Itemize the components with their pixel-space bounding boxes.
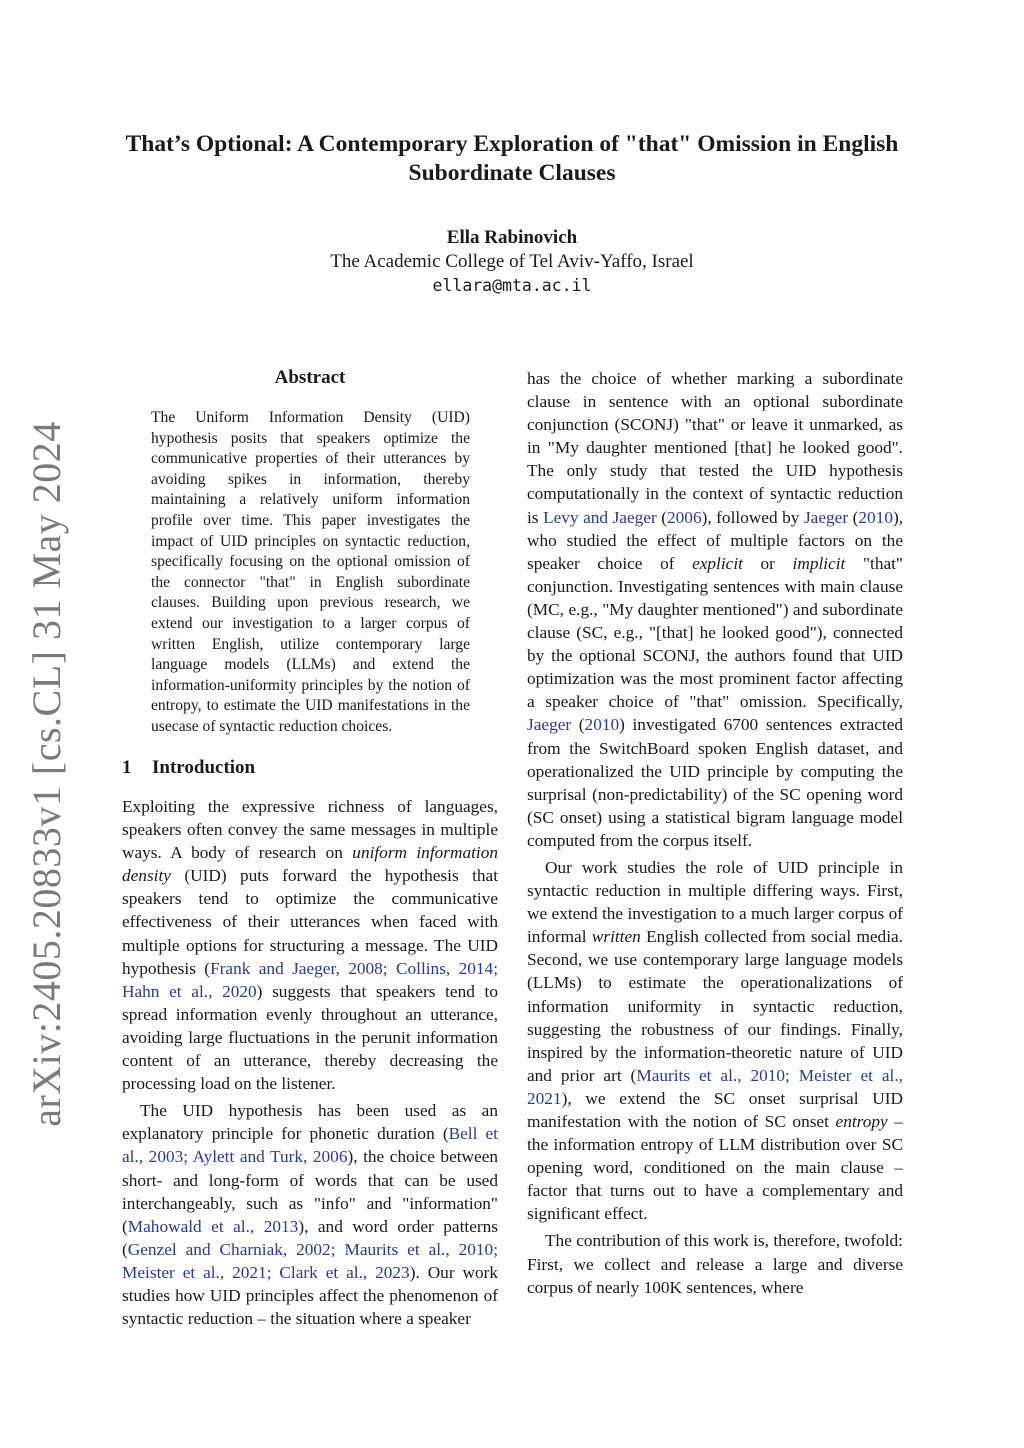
emphasis: implicit — [792, 553, 846, 573]
text-run: The UID hypothesis has been used as an explanatory principle for phonetic duration ( — [122, 1101, 498, 1144]
citation-separator: ; — [183, 1147, 193, 1167]
emphasis: uniform information density — [122, 843, 498, 886]
text-run: ( — [571, 715, 585, 735]
text-run: Our work studies the role of UID principle in syntactic reduction in multiple differing ways. First, we extend the investigation to a much larger corpus of informal — [527, 857, 903, 947]
text-run: (UID) puts forward the hypothesis that speakers tend to optimize the communicative effectiveness of their utterances when faced with multiple options for structuring a message. The UID hypothesis ( — [122, 866, 498, 978]
text-run: The contribution of this work is, therefore, twofold: First, we collect and release a large and diverse corpus of nearly 100K sentences, where — [527, 1231, 903, 1297]
abstract-text: The Uniform Information Density (UID) hypothesis posits that speakers optimize the communicative properties of their utterances by avoiding spikes in information, thereby maintaining a relatively uniform information profile over time. This paper investigates the impact of UID principles on syntactic reduction, specifically focusing on the optional omission of the connector "that" in English subordinate clauses. Building upon previous research, we extend our investigation to a larger corpus of written English, utilize contemporary large language models (LLMs) and extend the information-uniformity principles by the notion of entropy, to estimate the UID manifestations in the usecase of syntactic reduction choices. — [151, 409, 470, 735]
citation-link[interactable]: Frank and Jaeger, 2008 — [210, 958, 383, 978]
citation-year-link[interactable]: 2010 — [584, 715, 620, 735]
citation-link[interactable]: Jaeger — [803, 507, 849, 527]
intro-paragraph-3 — [527, 856, 903, 1226]
citation-link[interactable]: Collins, 2014 — [395, 958, 494, 978]
arxiv-stamp-text: arXiv:2405.20833v1 [cs.CL] 31 May 2024 — [24, 421, 69, 1127]
abstract-heading: Abstract — [274, 367, 346, 388]
author-affiliation: The Academic College of Tel Aviv-Yaffo, Israel — [330, 251, 694, 272]
citation-separator: ; — [382, 958, 396, 978]
right-column — [527, 367, 903, 1339]
text-run: ), followed by — [701, 507, 804, 527]
text-run: ), and word order patterns ( — [122, 1216, 498, 1259]
text-run-continues: ). Our work studies how UID principles affect the phenomenon of syntactic reduction – the situation where a speaker — [122, 1262, 498, 1329]
emphasis: entropy — [835, 1112, 888, 1131]
citation-link[interactable]: Mahowald et al., 2013 — [127, 1216, 299, 1236]
text-run: ) investigated 6700 sentences extracted from the SwitchBoard spoken English dataset, and operationalized the UID principle by computing the surprisal (non-predictability) of the SC opening word (SC onset) using a statistical bigram language model computed from the corpus itself. — [527, 715, 903, 850]
text-run: ), the choice between short- and long-form of words that can be used interchangeably, such as "info" and "information" ( — [122, 1147, 498, 1236]
author-block — [100, 226, 924, 298]
citation-separator: ; — [493, 958, 498, 978]
citation-link[interactable]: Maurits et al., 2010 — [636, 1065, 786, 1085]
citation-link[interactable]: Clark et al., 2023 — [279, 1262, 410, 1282]
citation-link[interactable]: Meister et al., 2021 — [122, 1262, 267, 1282]
section-title: Introduction — [152, 757, 256, 778]
intro-paragraph-1 — [122, 795, 498, 1095]
text-run: has the choice of whether marking a subordinate clause in sentence with an optional subordinate conjunction (SCONJ) "that" or leave it unmarked, as in "My daughter mentioned [that] he looked good". The only study that tested the UID hypothesis computationally in the context of syntactic reduction is — [527, 369, 903, 527]
left-column — [122, 795, 498, 1335]
section-number: 1 — [122, 757, 132, 778]
citation-separator: ; — [330, 1239, 345, 1259]
emphasis: written — [591, 927, 641, 947]
text-run: ), who studied the effect of multiple factors on the speaker choice of — [527, 507, 903, 573]
citation-link[interactable]: Maurits et al., 2010 — [344, 1239, 494, 1259]
text-run: ) suggests that speakers tend to spread information evenly throughout an utterance, avoiding large fluctuations in the perunit information content of an utterance, thereby decreasing the processing load on the listener. — [122, 981, 498, 1094]
text-run: – the information entropy of LLM distribution over SC opening word, conditioned on the main clause – factor that turns out to have a complementary and significant effect. — [527, 1112, 903, 1224]
citation-link[interactable]: Jaeger — [527, 715, 572, 735]
author-email[interactable]: ellara@mta.ac.il — [432, 276, 592, 295]
text-run: or — [742, 553, 793, 573]
paper-title: That’s Optional: A Contemporary Exploration of "that" Omission in English Subordinate Clauses — [125, 131, 899, 186]
intro-paragraph-2-continued — [527, 367, 903, 852]
text-run: Exploiting the expressive richness of languages, speakers often convey the same messages in multiple ways. A body of research on — [122, 797, 498, 863]
emphasis: explicit — [692, 553, 743, 573]
citation-link[interactable]: Levy and Jaeger — [543, 507, 657, 527]
author-name: Ella Rabinovich — [446, 227, 578, 248]
intro-paragraph-4 — [527, 1229, 903, 1298]
citation-separator: ; — [493, 1239, 498, 1259]
intro-paragraph-2 — [122, 1099, 498, 1330]
text-run: ( — [848, 507, 859, 527]
text-run: ), we extend the SC onset surprisal UID manifestation with the notion of SC onset — [527, 1088, 903, 1131]
citation-link[interactable]: Genzel and Charniak, 2002 — [127, 1239, 331, 1259]
citation-year-link[interactable]: 2010 — [858, 507, 893, 527]
citation-separator: ; — [785, 1065, 799, 1085]
citation-link[interactable]: Hahn et al., 2020 — [122, 981, 257, 1001]
text-run: "that" conjunction. Investigating sentences with main clause (MC, e.g., "My daughter mentioned") and subordinate clause (SC, e.g., "[that] he looked good"), connected by the optional SCONJ, the authors found that UID optimization was the most prominent factor affecting a speaker choice of "that" omission. Specifically, — [527, 553, 903, 712]
text-run: ( — [656, 507, 668, 527]
section-heading-introduction — [122, 756, 255, 780]
citation-link[interactable]: Bell et al., 2003 — [122, 1124, 498, 1167]
citation-link[interactable]: Aylett and Turk, 2006 — [192, 1147, 348, 1167]
citation-separator: ; — [266, 1262, 280, 1282]
arxiv-stamp — [8, 421, 86, 1127]
citation-link[interactable]: Meister et al., 2021 — [527, 1065, 903, 1108]
text-run: English collected from social media. Second, we use contemporary large language models (LLMs) to estimate the operationalizations of information uniformity in syntactic reduction, suggesting the robustness of our findings. Finally, inspired by the information-theoretic nature of UID and prior art ( — [527, 927, 903, 1085]
citation-year-link[interactable]: 2006 — [667, 507, 702, 527]
